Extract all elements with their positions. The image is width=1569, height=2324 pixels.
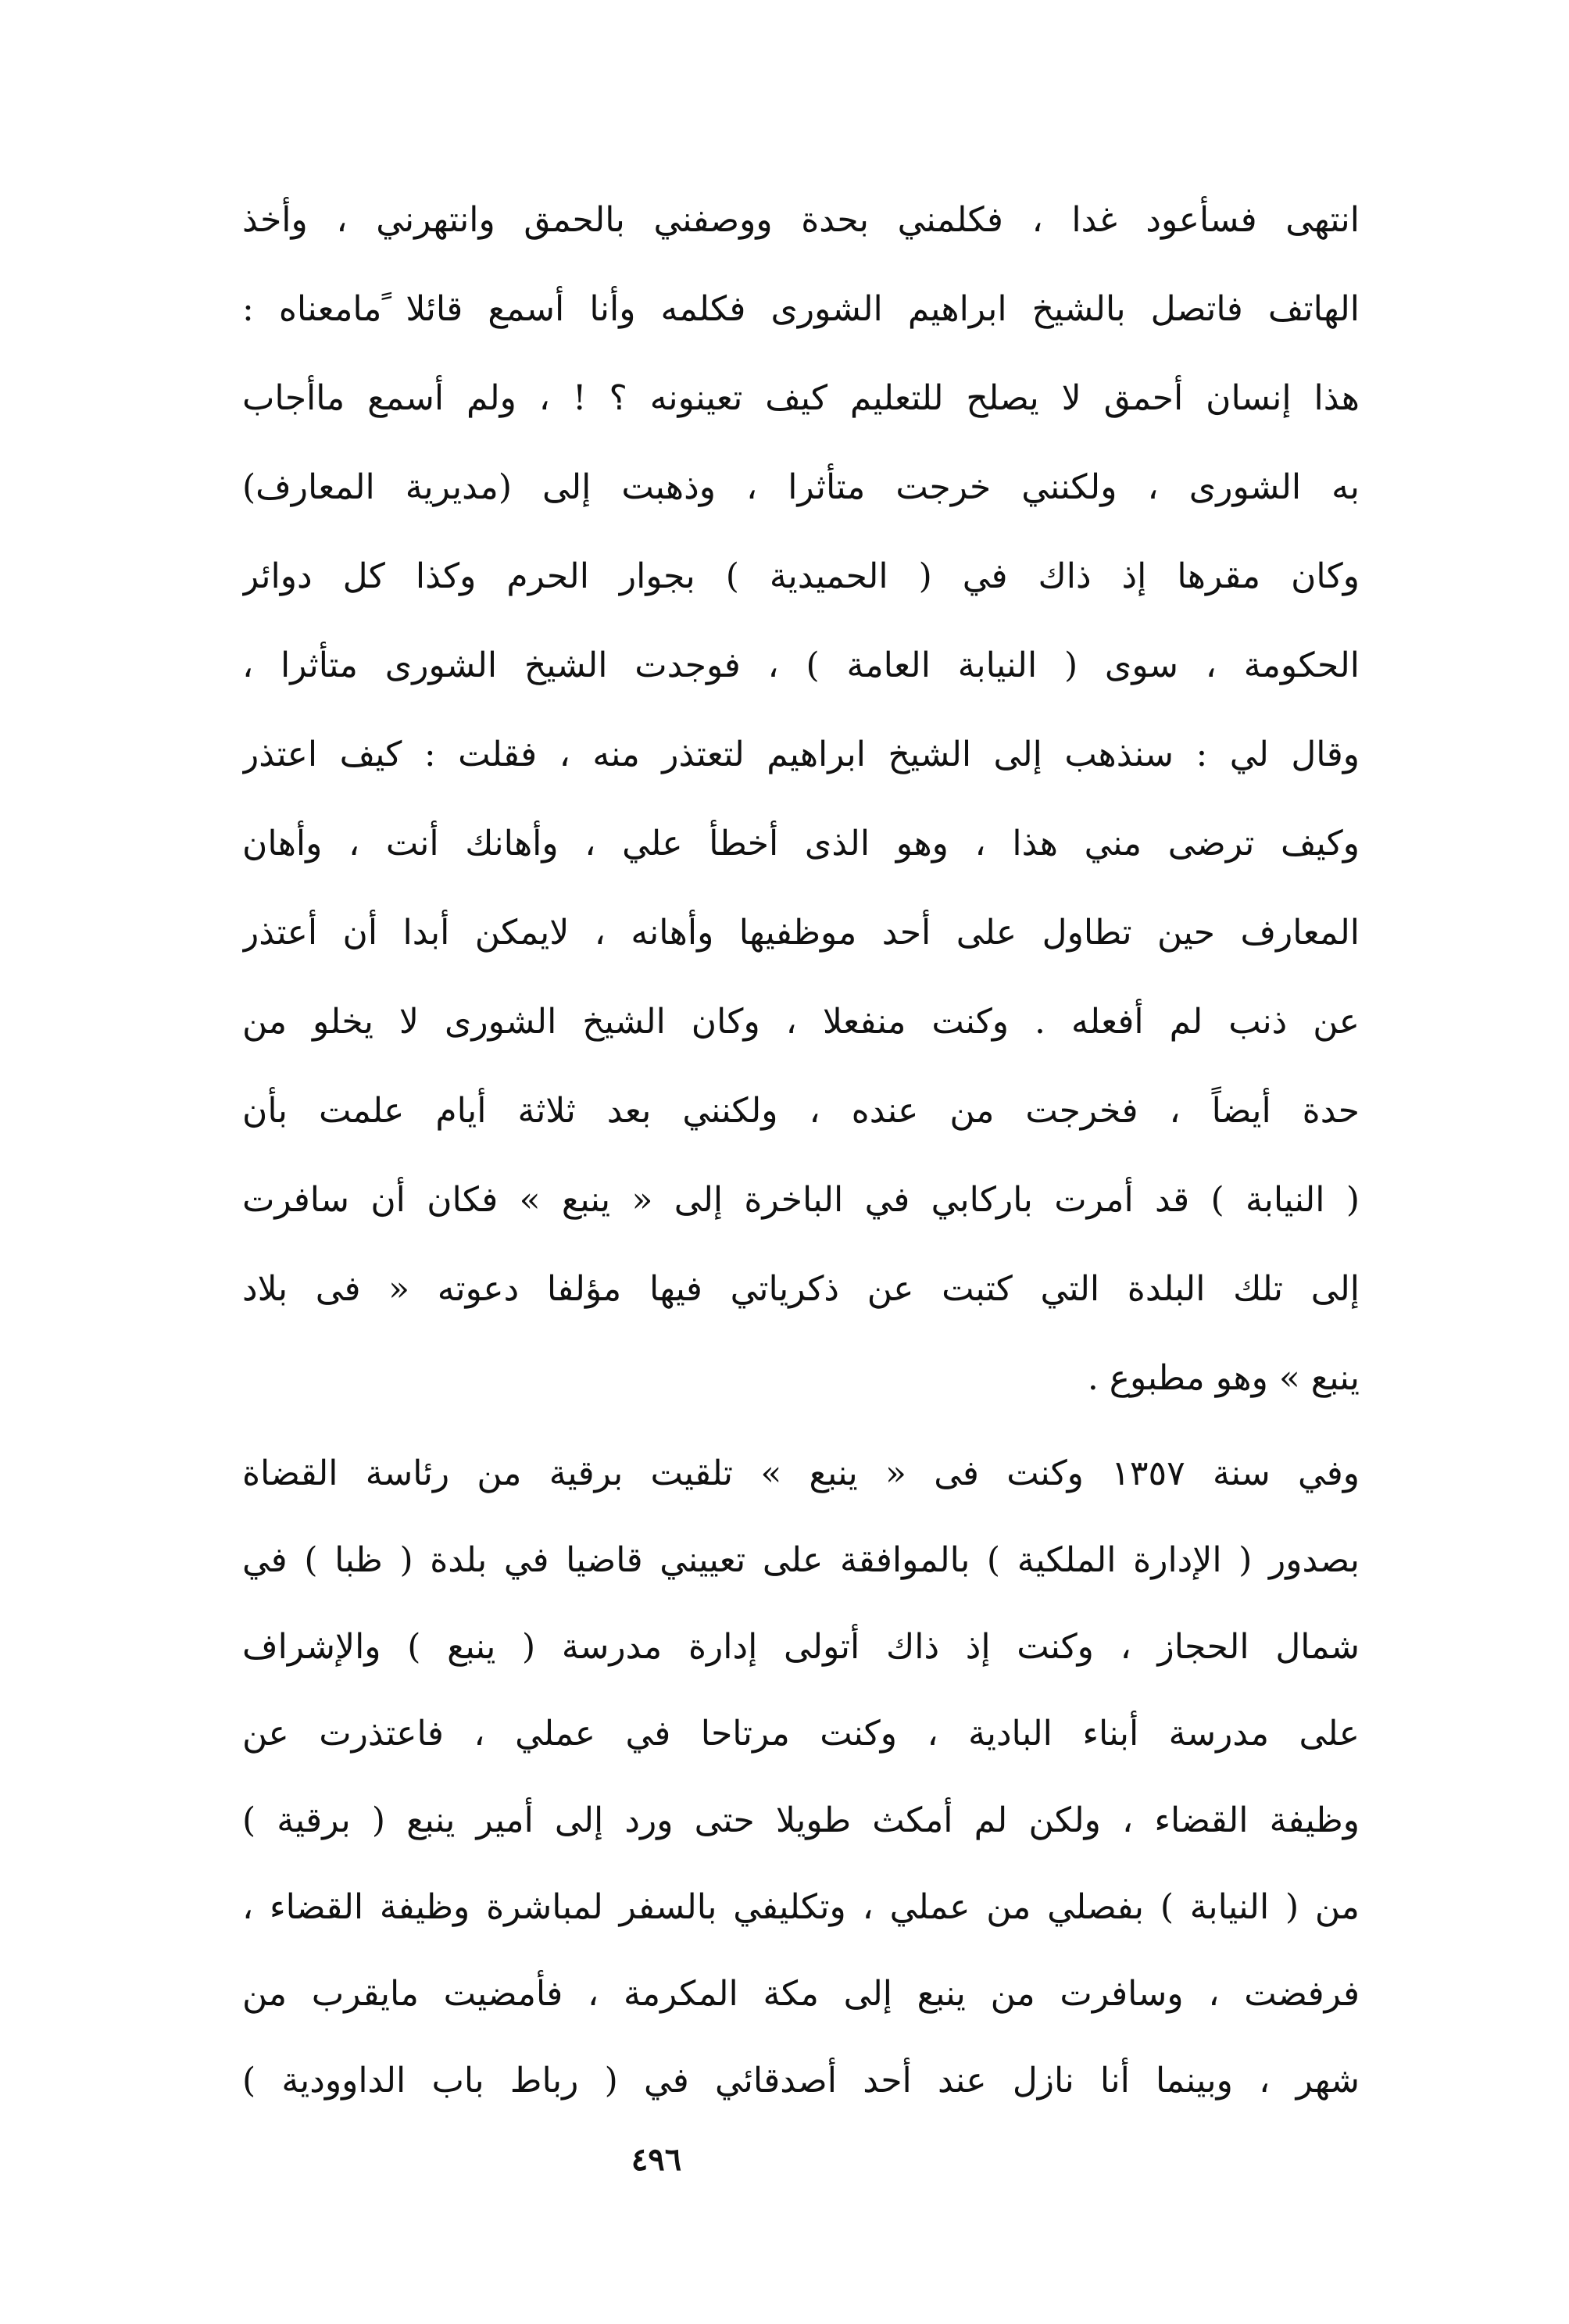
- text-line: هذا إنسان أحمق لا يصلح للتعليم كيف تعينونه ؟ ! ، ولم أسمع ماأجاب: [242, 378, 1360, 418]
- text-line: شهر ، وبينما أنا نازل عند أحد أصدقائي في ( رباط باب الداوودية ): [242, 2061, 1360, 2101]
- text-line: الهاتف فاتصل بالشيخ ابراهيم الشورى فكلمه وأنا أسمع قائلا ًمامعناه :: [242, 289, 1360, 329]
- paragraph-1: [242, 176, 1360, 1423]
- page-number: ٤٩٦: [631, 2141, 682, 2178]
- text-line: ( النيابة ) قد أمرت باركابي في الباخرة إلى « ينبع » فكان أن سافرت: [242, 1180, 1360, 1220]
- text-line: وكان مقرها إذ ذاك في ( الحميدية ) بجوار الحرم وكذا كل دوائر: [242, 556, 1360, 596]
- text-line: انتهى فسأعود غدا ، فكلمني بحدة ووصفني بالحمق وانتهرني ، وأخذ: [242, 200, 1360, 240]
- text-line: شمال الحجاز ، وكنت إذ ذاك أتولى إدارة مدرسة ( ينبع ) والإشراف: [242, 1627, 1360, 1667]
- text-line: المعارف حين تطاول على أحد موظفيها وأهانه ، لايمكن أبدا أن أعتذر: [242, 913, 1360, 953]
- text-line: حدة أيضاً ، فخرجت من عنده ، ولكنني بعد ثلاثة أيام علمت بأن: [242, 1091, 1360, 1131]
- text-line: وقال لي : سنذهب إلى الشيخ ابراهيم لتعتذر منه ، فقلت : كيف اعتذر: [242, 735, 1360, 774]
- text-line: الحكومة ، سوى ( النيابة العامة ) ، فوجدت الشيخ الشورى متأثرا ،: [242, 645, 1360, 685]
- text-line: من ( النيابة ) بفصلي من عملي ، وتكليفي بالسفر لمباشرة وظيفة القضاء ،: [242, 1887, 1360, 1927]
- text-line: وظيفة القضاء ، ولكن لم أمكث طويلا حتى ورد إلى أمير ينبع ( برقية ): [242, 1800, 1360, 1840]
- text-line: على مدرسة أبناء البادية ، وكنت مرتاحا في عملي ، فاعتذرت عن: [242, 1714, 1360, 1754]
- paragraph-2: [242, 1430, 1360, 2124]
- text-line: وفي سنة ١٣٥٧ وكنت فى « ينبع » تلقيت برقية من رئاسة القضاة: [242, 1453, 1360, 1493]
- text-line: فرفضت ، وسافرت من ينبع إلى مكة المكرمة ، فأمضيت مايقرب من: [242, 1974, 1360, 2014]
- text-line: إلى تلك البلدة التي كتبت عن ذكرياتي فيها مؤلفا دعوته « فى بلاد: [242, 1269, 1360, 1309]
- text-line: بصدور ( الإدارة الملكية ) بالموافقة على تعييني قاضيا في بلدة ( ظبا ) في: [242, 1540, 1360, 1580]
- text-line: به الشورى ، ولكنني خرجت متأثرا ، وذهبت إلى (مديرية المعارف): [242, 467, 1360, 507]
- text-line: ينبع » وهو مطبوع .: [1087, 1358, 1360, 1398]
- text-line: وكيف ترضى مني هذا ، وهو الذى أخطأ علي ، وأهانك أنت ، وأهان: [242, 824, 1360, 863]
- text-line: عن ذنب لم أفعله . وكنت منفعلا ، وكان الشيخ الشورى لا يخلو من: [242, 1002, 1360, 1042]
